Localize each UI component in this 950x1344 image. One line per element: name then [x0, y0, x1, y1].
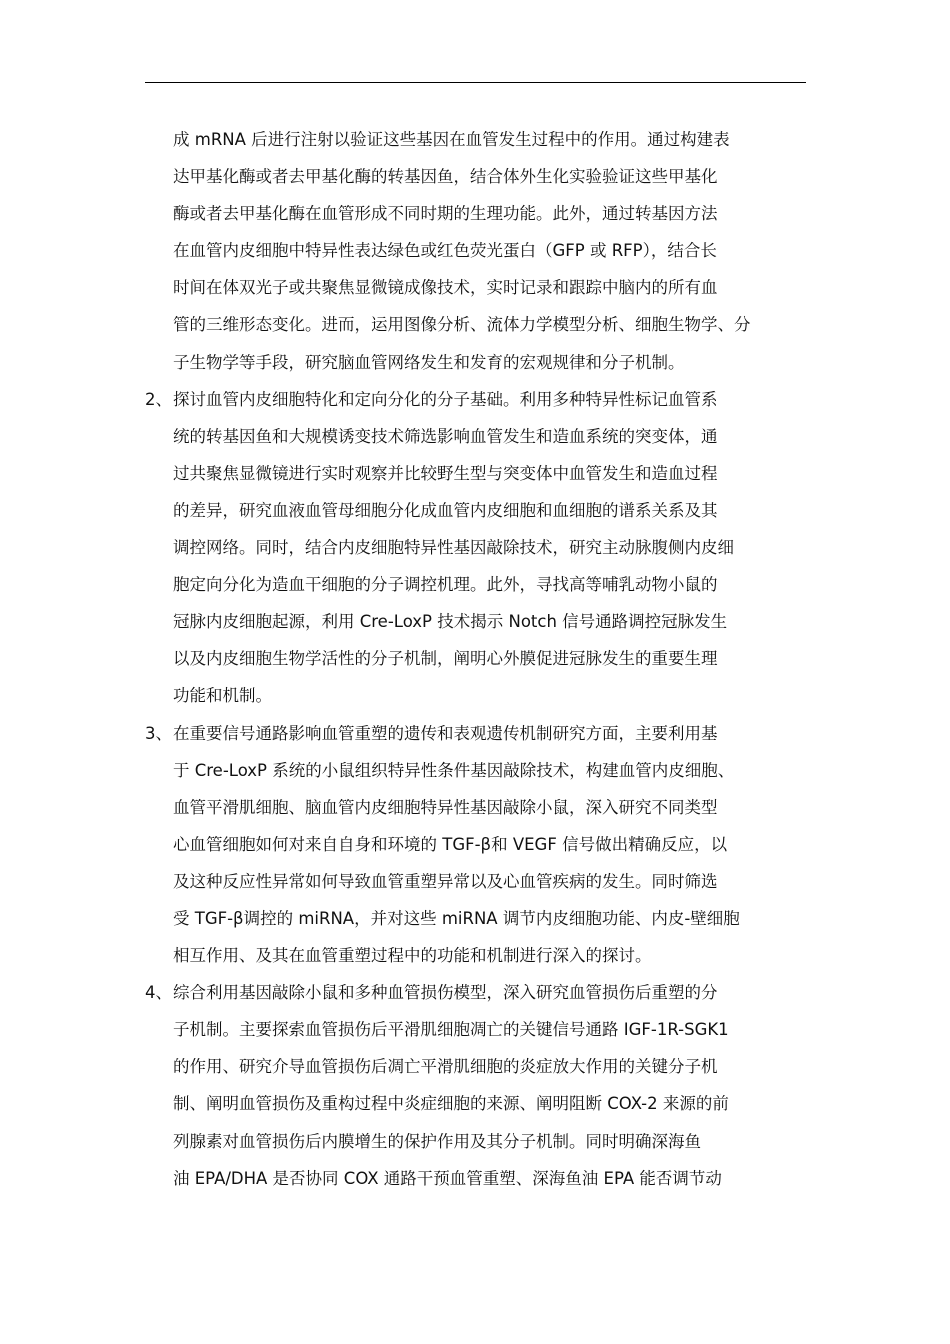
text-line-content: 在重要信号通路影响血管重塑的遗传和表观遗传机制研究方面，主要利用基 — [173, 723, 718, 743]
text-line — [145, 974, 806, 1011]
text-line: 血管平滑肌细胞、脑血管内皮细胞特异性基因敲除小鼠，深入研究不同类型 — [173, 797, 718, 817]
text-line: 受 TGF-β调控的 miRNA，并对这些 miRNA 调节内皮细胞功能、内皮-壁细胞 — [173, 908, 740, 928]
text-line: 达甲基化酶或者去甲基化酶的转基因鱼，结合体外生化实验验证这些甲基化 — [173, 167, 718, 187]
text-line: 成 mRNA 后进行注射以验证这些基因在血管发生过程中的作用。通过构建表 — [173, 130, 730, 149]
text-line: 的差异，研究血液血管母细胞分化成血管内皮细胞和血细胞的谱系关系及其 — [173, 500, 718, 520]
text-line: 心血管细胞如何对来自自身和环境的 TGF-β和 VEGF 信号做出精确反应，以 — [173, 834, 728, 854]
text-line: 相互作用、及其在血管重塑过程中的功能和机制进行深入的探讨。 — [173, 946, 652, 966]
text-line: 功能和机制。 — [173, 686, 272, 706]
text-line: 过共聚焦显微镜进行实时观察并比较野生型与突变体中血管发生和造血过程 — [173, 463, 718, 483]
text-line: 油 EPA/DHA 是否协同 COX 通路干预血管重塑、深海鱼油 EPA 能否调节动 — [173, 1168, 722, 1188]
text-line-content: 探讨血管内皮细胞特化和定向分化的分子基础。利用多种特异性标记血管系 — [173, 389, 718, 409]
text-line — [145, 715, 806, 752]
list-item-2 — [145, 381, 806, 715]
text-line: 管的三维形态变化。进而，运用图像分析、流体力学模型分析、细胞生物学、分 — [173, 315, 751, 335]
text-line: 以及内皮细胞生物学活性的分子机制，阐明心外膜促进冠脉发生的重要生理 — [173, 649, 718, 669]
list-item-3 — [145, 715, 806, 975]
text-line: 冠脉内皮细胞起源，利用 Cre-LoxP 技术揭示 Notch 信号通路调控冠脉发生 — [173, 612, 728, 632]
text-line: 及这种反应性异常如何导致血管重塑异常以及心血管疾病的发生。同时筛选 — [173, 871, 718, 891]
text-line: 胞定向分化为造血干细胞的分子调控机理。此外，寻找高等哺乳动物小鼠的 — [173, 575, 718, 595]
text-line: 统的转基因鱼和大规模诱变技术筛选影响血管发生和造血系统的突变体，通 — [173, 426, 718, 446]
list-number: 3、 — [145, 723, 172, 743]
paragraph-continuation — [145, 121, 806, 381]
text-line: 的作用、研究介导血管损伤后凋亡平滑肌细胞的炎症放大作用的关键分子机 — [173, 1057, 718, 1077]
document-body — [145, 121, 806, 1197]
text-line: 时间在体双光子或共聚焦显微镜成像技术，实时记录和跟踪中脑内的所有血 — [173, 278, 718, 298]
text-line: 子生物学等手段，研究脑血管网络发生和发育的宏观规律和分子机制。 — [173, 352, 685, 372]
text-line: 列腺素对血管损伤后内膜增生的保护作用及其分子机制。同时明确深海鱼 — [173, 1131, 701, 1151]
list-number: 2、 — [145, 389, 172, 409]
header-rule — [145, 82, 806, 83]
text-line: 于 Cre-LoxP 系统的小鼠组织特异性条件基因敲除技术，构建血管内皮细胞、 — [173, 760, 735, 780]
text-line: 酶或者去甲基化酶在血管形成不同时期的生理功能。此外，通过转基因方法 — [173, 204, 718, 224]
text-line: 调控网络。同时，结合内皮细胞特异性基因敲除技术，研究主动脉腹侧内皮细 — [173, 538, 734, 558]
text-line: 制、阐明血管损伤及重构过程中炎症细胞的来源、阐明阻断 COX-2 来源的前 — [173, 1094, 729, 1114]
text-line — [145, 381, 806, 418]
list-number: 4、 — [145, 983, 172, 1003]
text-line: 子机制。主要探索血管损伤后平滑肌细胞凋亡的关键信号通路 IGF-1R-SGK1 — [173, 1020, 729, 1040]
text-line-content: 综合利用基因敲除小鼠和多种血管损伤模型，深入研究血管损伤后重塑的分 — [173, 983, 718, 1003]
list-item-4 — [145, 974, 806, 1197]
text-line: 在血管内皮细胞中特异性表达绿色或红色荧光蛋白（GFP 或 RFP），结合长 — [173, 241, 717, 261]
